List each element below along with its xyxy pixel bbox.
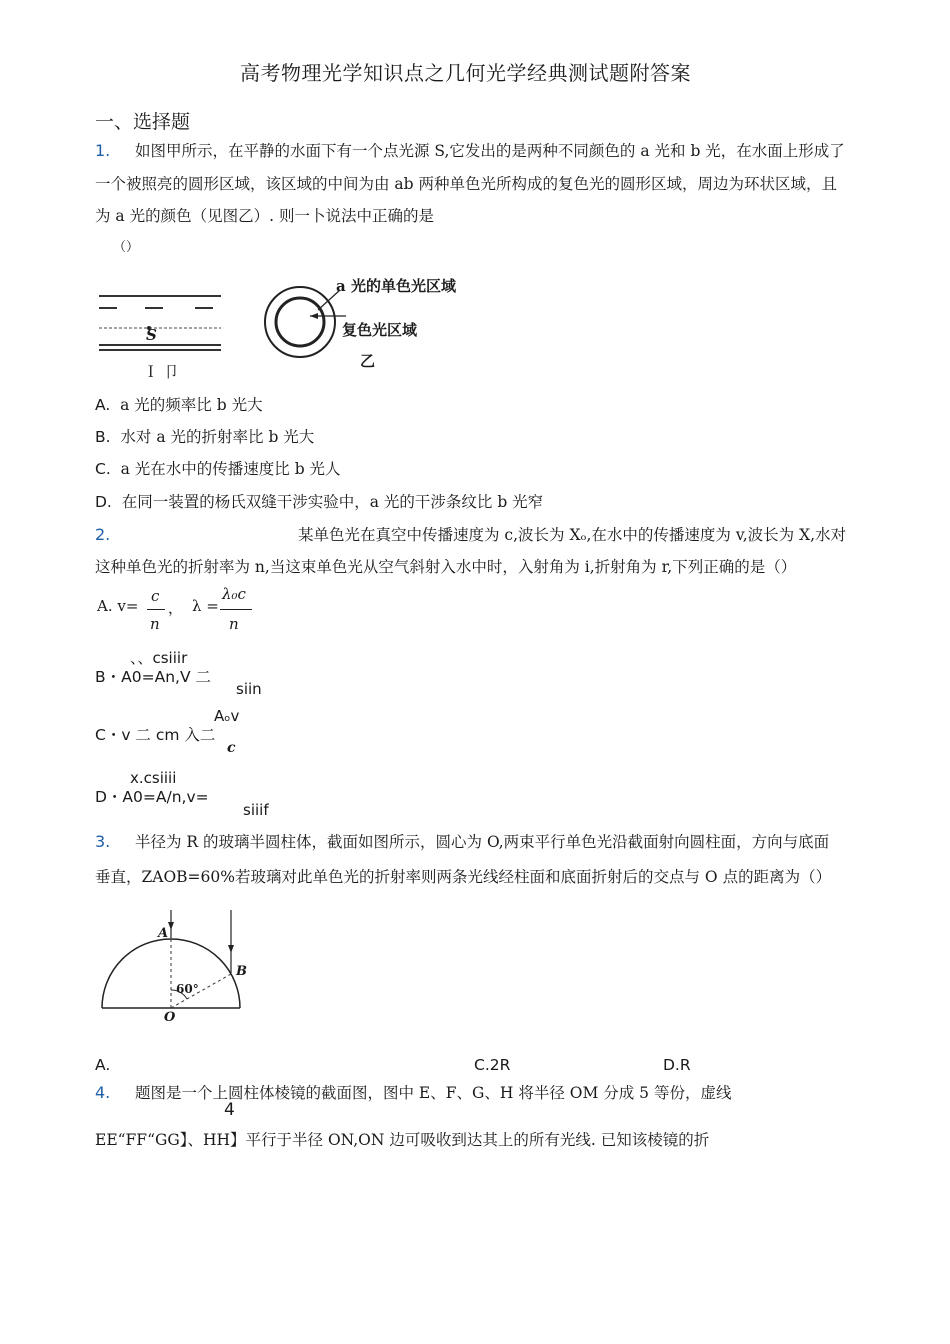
option-a-formula — [97, 597, 138, 615]
question-text-line: 这种单色光的折射率为 n,当这束单色光从空气斜射入水中时，入射角为 i,折射角为 r,下列正确的是（） — [95, 558, 797, 576]
option-d: D.R — [663, 1056, 691, 1074]
question-text-line: 某单色光在真空中传播速度为 c,波长为 Xₒ,在水中的传播速度为 v,波长为 X,水对 — [298, 526, 847, 544]
option-c: C・v 二 cm 入二 — [95, 726, 216, 744]
option-b-upper: 、、csiiir — [130, 649, 188, 667]
option-text: 在同一装置的杨氏双缝干涉实验中，a 光的干涉条纹比 b 光窄 — [121, 493, 544, 511]
option-c-lower: c — [227, 740, 236, 756]
formula-prefix: A. v= — [97, 597, 139, 615]
option-letter: D. — [95, 493, 112, 511]
question-text-line: 一个被照亮的圆形区域，该区域的中间为由 ab 两种单色光所构成的复色光的圆形区域，周边为环状区域，且 — [95, 175, 838, 193]
figure-caption: Ｉ 卩 — [143, 363, 179, 381]
option-text: a 光的频率比 b 光大 — [120, 396, 263, 414]
question-text-line: 题图是一个上圆柱体棱镜的截面图，图中 E、F、G、H 将半径 OM 分成 5 等份，虚线 — [135, 1084, 732, 1102]
answer-paren: （） — [113, 240, 140, 255]
option-b — [95, 427, 314, 447]
option-b-lower: siin — [236, 680, 262, 698]
lambda-equals: λ = — [192, 597, 219, 615]
fraction-bar — [147, 609, 165, 610]
angle-label: 60° — [176, 982, 199, 996]
option-a: A. — [95, 1056, 111, 1074]
option-letter: A. — [95, 396, 111, 414]
question-text-line: EE“FF“GG】、HH】平行于半径 ON,ON 边可吸收到达其上的所有光线. 已知该棱镜的折 — [95, 1131, 710, 1149]
option-d — [95, 492, 543, 512]
fraction-bar — [220, 609, 252, 610]
option-b: B・A0=An,V 二 — [95, 668, 211, 686]
center-region-label: 复色光区域 — [342, 321, 418, 339]
option-text: 水对 a 光的折射率比 b 光大 — [120, 428, 315, 446]
option-letter: B. — [95, 428, 111, 446]
question-number: 4. — [95, 1083, 111, 1102]
question-number: 1. — [95, 141, 111, 160]
question-text-line: 为 a 光的颜色（见图乙）. 则一卜说法中正确的是 — [95, 207, 434, 225]
option-text: a 光在水中的传播速度比 b 光人 — [120, 460, 341, 478]
question-text-line: 如图甲所示，在平静的水面下有一个点光源 S,它发出的是两种不同颜色的 a 光和 b 光，在水面上形成了 — [135, 142, 845, 160]
point-o-label: O — [164, 1010, 176, 1025]
option-d-lower: siiif — [243, 801, 269, 819]
ring-region-label: a 光的单色光区域 — [336, 277, 456, 295]
formula-comma: ， — [168, 599, 184, 617]
water-surface-figure — [97, 292, 223, 354]
fraction-denominator: n — [229, 615, 239, 633]
question-text-line: 垂直，ZAOB=60%若玻璃对此单色光的折射率则两条光线经柱面和底面折射后的交点与 O 点的距离为（） — [95, 868, 832, 886]
option-c — [95, 459, 341, 479]
section-heading: 一、选择题 — [95, 111, 191, 133]
point-b-label: B — [236, 964, 247, 979]
question-text-line: 半径为 R 的玻璃半圆柱体，截面如图所示，圆心为 O,两束平行单色光沿截面射向圆柱面，方向与底面 — [135, 833, 830, 851]
question-number: 3. — [95, 832, 111, 851]
fraction-denominator: n — [150, 615, 160, 633]
option-c-upper: Aₒv — [214, 707, 240, 725]
point-a-label: A — [158, 926, 169, 941]
option-d-upper: x.csiiii — [130, 769, 177, 787]
page-title: 高考物理光学知识点之几何光学经典测试题附答案 — [240, 61, 691, 85]
option-c: C.2R — [474, 1056, 511, 1074]
option-letter: C. — [95, 460, 111, 478]
fraction-numerator: c — [151, 587, 160, 605]
figure-caption: 乙 — [360, 352, 376, 370]
option-a — [95, 395, 263, 415]
light-source-label: S — [146, 326, 157, 344]
superscript-digit: 4 — [224, 1100, 235, 1120]
question-number: 2. — [95, 525, 111, 544]
fraction-numerator: λ₀c — [222, 585, 246, 603]
option-d: D・A0=A/n,v= — [95, 788, 209, 806]
